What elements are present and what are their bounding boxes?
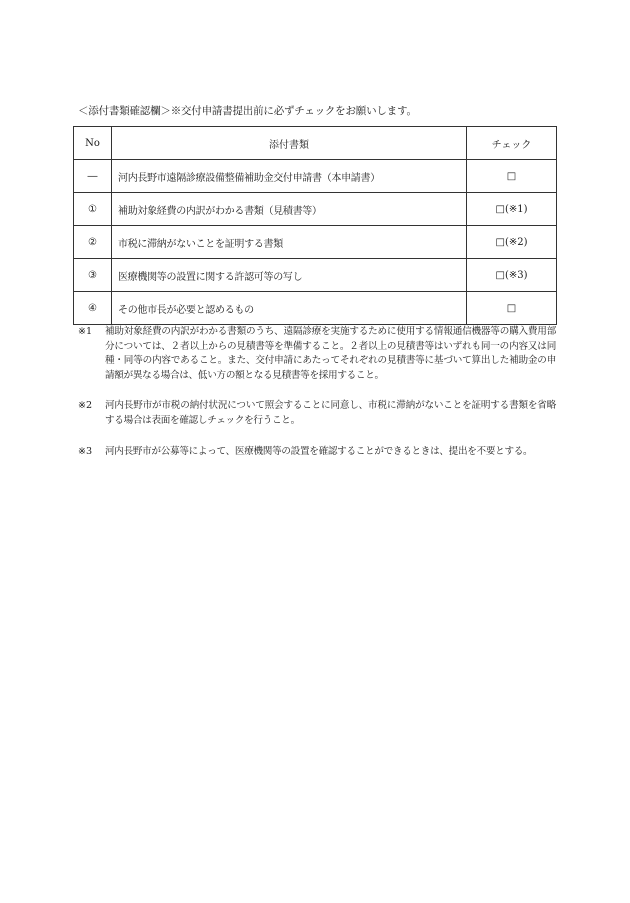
row-document: その他市長が必要と認めるもの (112, 292, 467, 325)
header-document: 添付書類 (112, 127, 467, 160)
table-row (74, 292, 557, 325)
attachment-checklist-table (73, 126, 557, 325)
row-no: ③ (74, 259, 112, 292)
row-document: 医療機関等の設置に関する許認可等の写し (112, 259, 467, 292)
row-checkbox[interactable]: □(※3) (467, 259, 557, 292)
footnote-text: 河内長野市が市税の納付状況について照会することに同意し、市税に滞納がないことを証明する書類を省略する場合は表面を確認しチェックを行うこと。 (105, 400, 556, 426)
footnote-mark: ※1 (78, 326, 93, 337)
table-row (74, 160, 557, 193)
row-checkbox[interactable]: □ (467, 160, 557, 193)
row-no: ② (74, 226, 112, 259)
row-document: 河内長野市遠隔診療設備整備補助金交付申請書（本申請書） (112, 160, 467, 193)
footnotes (78, 325, 556, 475)
row-checkbox[interactable]: □(※1) (467, 193, 557, 226)
header-no: No (74, 127, 112, 160)
table-row (74, 193, 557, 226)
row-document: 市税に滞納がないことを証明する書類 (112, 226, 467, 259)
row-no: ① (74, 193, 112, 226)
row-document: 補助対象経費の内訳がわかる書類（見積書等） (112, 193, 467, 226)
footnote-text: 補助対象経費の内訳がわかる書類のうち、遠隔診療を実施するために使用する情報通信機器等の購入費用部分については、２者以上からの見積書等を準備すること。２者以上の見積書等はいずれも同一の内容又は同種・同等の内容であること。また、交付申請にあたってそれぞれの見積書等に基づいて算出した補助金の申請額が異なる場合は、低い方の額となる見積書等を採用すること。 (105, 326, 556, 381)
footnote-mark: ※2 (78, 400, 93, 412)
table-row (74, 226, 557, 259)
row-no: ― (74, 160, 112, 193)
row-checkbox[interactable]: □(※2) (467, 226, 557, 259)
header-check: チェック (467, 127, 557, 160)
footnote-2 (78, 399, 556, 428)
footnote-mark: ※3 (78, 445, 93, 457)
footnote-1 (78, 325, 556, 383)
checklist-heading: ＜添付書類確認欄＞※交付申請書提出前に必ずチェックをお願いします。 (78, 105, 417, 117)
footnote-3 (78, 445, 556, 460)
row-checkbox[interactable]: □ (467, 292, 557, 325)
row-no: ④ (74, 292, 112, 325)
table-row (74, 259, 557, 292)
table-header-row (74, 127, 557, 160)
footnote-text: 河内長野市が公募等によって、医療機関等の設置を確認することができるときは、提出を不要とする。 (105, 445, 533, 457)
